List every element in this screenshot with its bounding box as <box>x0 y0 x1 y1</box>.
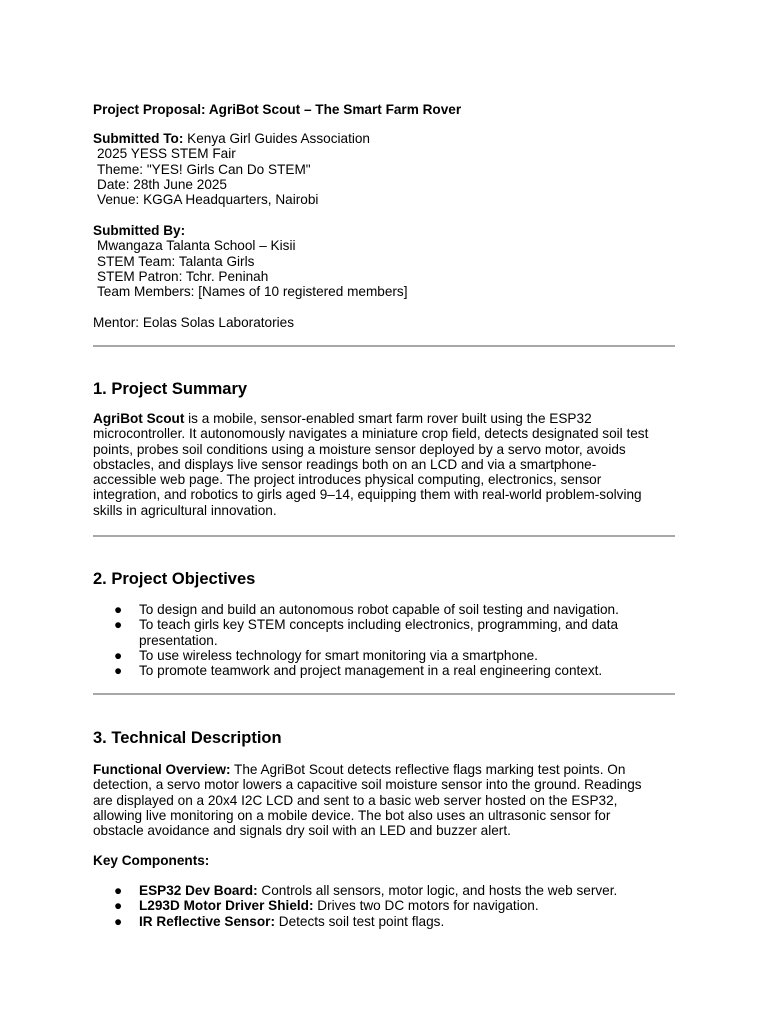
overview-paragraph <box>93 762 675 838</box>
list-item <box>93 617 675 648</box>
list-item <box>93 883 675 898</box>
objective-text: To promote teamwork and project management in a real engineering context. <box>139 663 603 679</box>
summary-line: microcontroller. It autonomously navigates a miniature crop field, detects designated soil test <box>93 426 649 442</box>
summary-paragraph <box>93 411 675 518</box>
component-name: ESP32 Dev Board: <box>139 883 258 898</box>
summary-line: obstacles, and displays live sensor readings both on an LCD and via a smartphone- <box>93 456 597 472</box>
component-desc: Detects soil test point flags. <box>274 913 445 929</box>
summary-line: points, probes soil conditions using a moisture sensor deployed by a servo motor, avoids <box>93 441 626 457</box>
overview-label: Functional Overview: <box>93 762 231 777</box>
summary-line: skills in agricultural innovation. <box>93 502 277 518</box>
submitted-to-block <box>93 131 370 207</box>
list-item <box>93 648 675 663</box>
objective-text: To use wireless technology for smart monitoring via a smartphone. <box>139 647 538 663</box>
section-heading-summary: 1. Project Summary <box>93 380 248 398</box>
bullet-icon: ● <box>114 663 123 679</box>
objective-text: To design and build an autonomous robot capable of soil testing and navigation. <box>139 602 619 617</box>
submitted-to-line: Venue: KGGA Headquarters, Nairobi <box>97 192 319 208</box>
summary-lead: AgriBot Scout <box>93 411 185 426</box>
submitted-to-line: 2025 YESS STEM Fair <box>97 146 236 162</box>
bullet-icon: ● <box>114 898 123 914</box>
bullet-icon: ● <box>114 883 123 898</box>
submitted-to-line: Theme: "YES! Girls Can Do STEM" <box>97 161 311 177</box>
list-item <box>93 914 675 929</box>
objective-text: presentation. <box>139 632 218 648</box>
submitted-by-line: STEM Team: Talanta Girls <box>97 253 255 269</box>
submitted-by-line: STEM Patron: Tchr. Peninah <box>97 268 269 284</box>
section-heading-objectives: 2. Project Objectives <box>93 570 256 588</box>
objective-text: To teach girls key STEM concepts including electronics, programming, and data <box>139 617 619 633</box>
summary-line: integration, and robotics to girls aged 9–14, equipping them with real-world problem-solving <box>93 487 642 503</box>
summary-line: accessible web page. The project introduces physical computing, electronics, sensor <box>93 472 602 488</box>
overview-line: detection, a servo motor lowers a capacitive soil moisture sensor into the ground. Readings <box>93 777 642 793</box>
component-name: IR Reflective Sensor: <box>139 913 275 929</box>
components-label: Key Components: <box>93 853 210 868</box>
bullet-icon: ● <box>114 602 123 617</box>
submitted-to-line: Date: 28th June 2025 <box>97 176 227 192</box>
submitted-to-label: Submitted To: <box>93 131 184 146</box>
submitted-by-block <box>93 223 408 299</box>
overview-line: obstacle avoidance and signals dry soil with an LED and buzzer alert. <box>93 823 511 839</box>
overview-line: The AgriBot Scout detects reflective flags marking test points. On <box>230 762 626 777</box>
horizontal-rule <box>93 693 675 695</box>
bullet-icon: ● <box>114 647 123 663</box>
list-item <box>93 663 675 678</box>
components-heading <box>93 853 209 868</box>
submitted-by-label: Submitted By: <box>93 223 186 238</box>
overview-line: are displayed on a 20x4 I2C LCD and sent to a basic web server hosted on the ESP32, <box>93 792 618 808</box>
horizontal-rule <box>93 535 675 537</box>
summary-line: is a mobile, sensor-enabled smart farm rover built using the ESP32 <box>184 411 592 426</box>
objectives-list <box>93 602 675 678</box>
horizontal-rule <box>93 345 675 347</box>
list-item <box>93 602 675 617</box>
bullet-icon: ● <box>114 913 123 929</box>
components-list <box>93 883 675 929</box>
mentor-line: Mentor: Eolas Solas Laboratories <box>93 315 294 330</box>
overview-line: allowing live monitoring on a mobile device. The bot also uses an ultrasonic sensor for <box>93 807 611 823</box>
list-item <box>93 898 675 913</box>
submitted-to-org: Kenya Girl Guides Association <box>187 131 370 146</box>
section-heading-technical: 3. Technical Description <box>93 729 282 747</box>
component-desc: Controls all sensors, motor logic, and hosts the web server. <box>257 883 618 898</box>
submitted-by-line: Team Members: [Names of 10 registered members] <box>97 284 408 300</box>
submitted-by-line: Mwangaza Talanta School – Kisii <box>97 238 296 254</box>
document-title: Project Proposal: AgriBot Scout – The Smart Farm Rover <box>93 102 462 117</box>
bullet-icon: ● <box>114 617 123 633</box>
component-name: L293D Motor Driver Shield: <box>139 898 314 914</box>
component-desc: Drives two DC motors for navigation. <box>313 898 539 914</box>
